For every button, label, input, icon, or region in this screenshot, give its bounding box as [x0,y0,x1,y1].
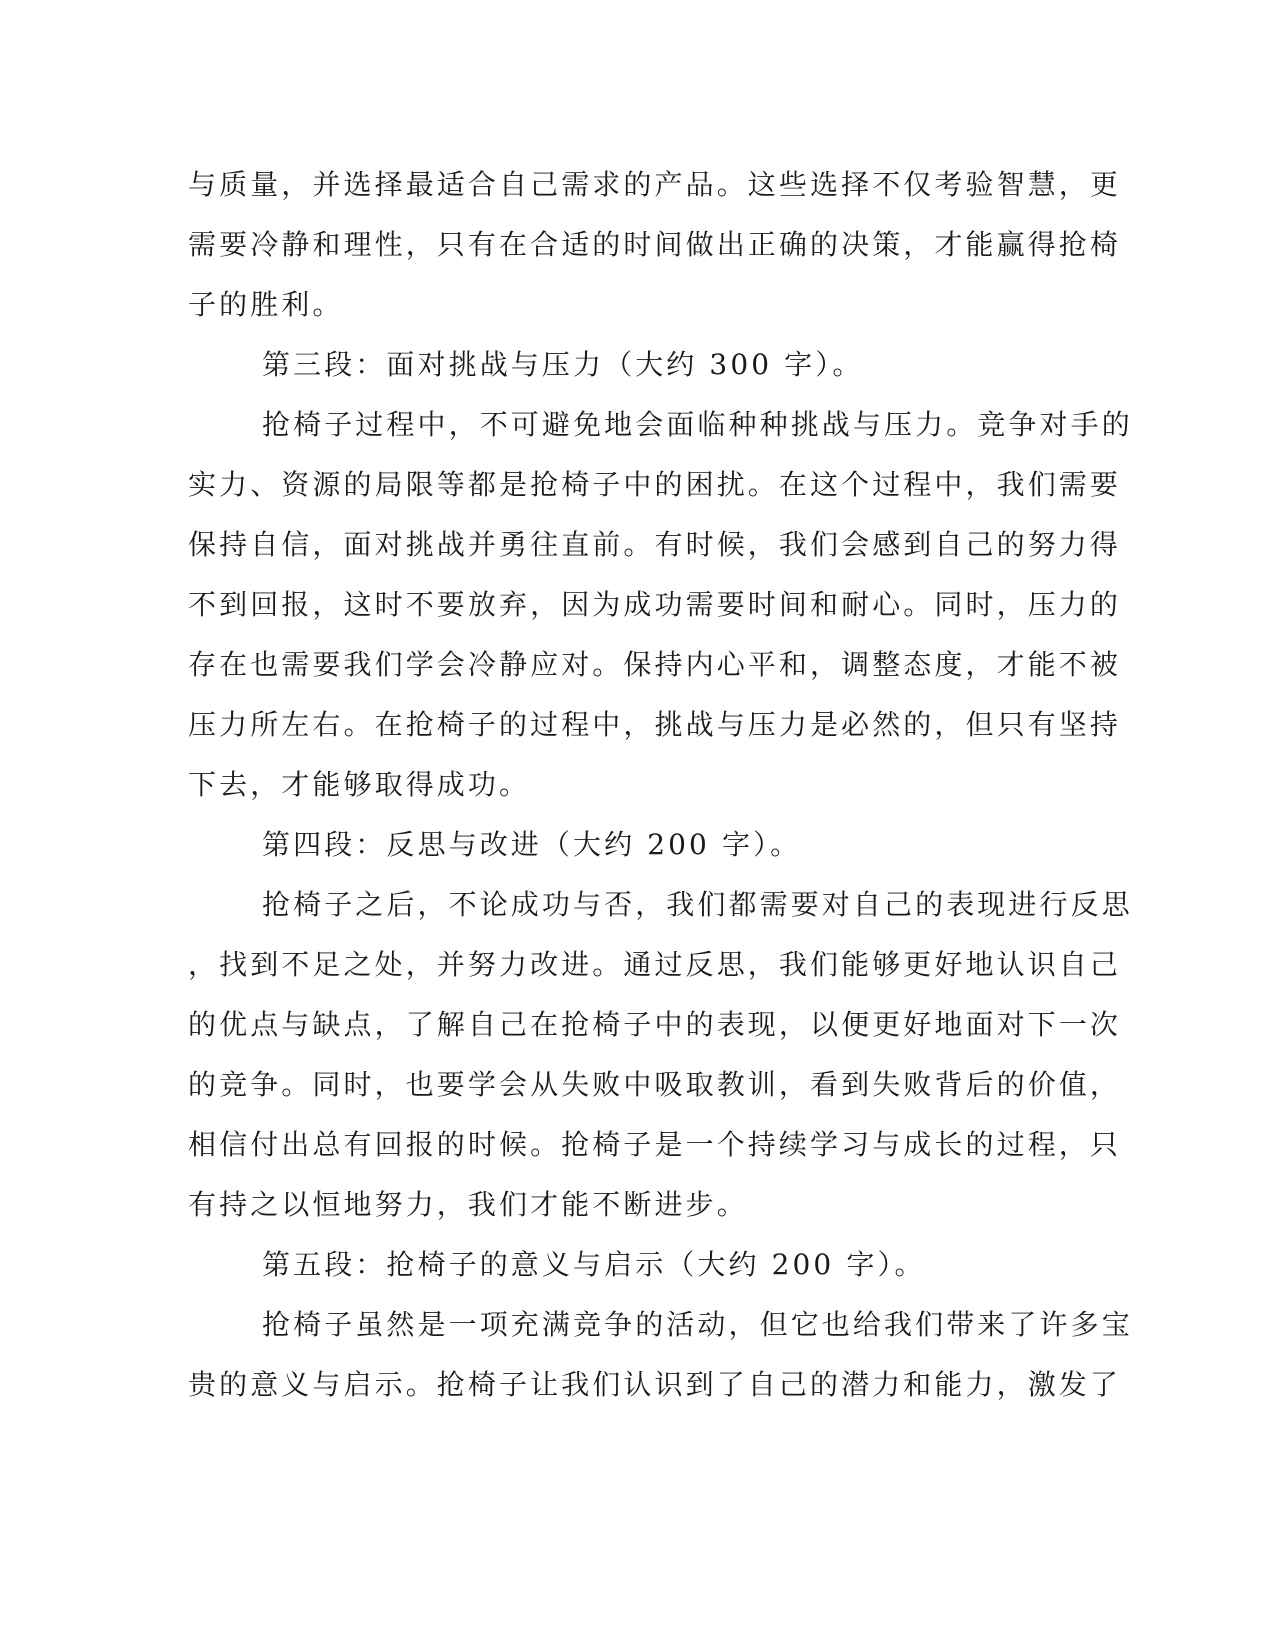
body-line: 实力、资源的局限等都是抢椅子中的困扰。在这个过程中，我们需要 [188,468,1122,501]
document-body [188,165,1133,1425]
paragraph-start-line: 抢椅子虽然是一项充满竞争的活动，但它也给我们带来了许多宝 [262,1308,1133,1341]
body-line: 保持自信，面对挑战并勇往直前。有时候，我们会感到自己的努力得 [188,528,1122,561]
paragraph-start-line: 抢椅子过程中，不可避免地会面临种种挑战与压力。竞争对手的 [262,408,1133,441]
body-line: 不到回报，这时不要放弃，因为成功需要时间和耐心。同时，压力的 [188,588,1122,621]
body-line: 的优点与缺点，了解自己在抢椅子中的表现，以便更好地面对下一次 [188,1008,1122,1041]
body-line: 需要冷静和理性，只有在合适的时间做出正确的决策，才能赢得抢椅 [188,228,1122,261]
body-line: 子的胜利。 [188,288,344,321]
body-line: ，找到不足之处，并努力改进。通过反思，我们能够更好地认识自己 [188,948,1122,981]
body-line: 下去，才能够取得成功。 [188,768,531,801]
body-line: 有持之以恒地努力，我们才能不断进步。 [188,1188,748,1221]
body-line: 压力所左右。在抢椅子的过程中，挑战与压力是必然的，但只有坚持 [188,708,1122,741]
body-line: 与质量，并选择最适合自己需求的产品。这些选择不仅考验智慧，更 [188,168,1122,201]
section-heading-3: 第三段：面对挑战与压力（大约 300 字）。 [262,348,864,381]
body-line: 存在也需要我们学会冷静应对。保持内心平和，调整态度，才能不被 [188,648,1122,681]
body-line: 的竞争。同时，也要学会从失败中吸取教训，看到失败背后的价值， [188,1068,1122,1101]
body-line: 相信付出总有回报的时候。抢椅子是一个持续学习与成长的过程，只 [188,1128,1122,1161]
paragraph-start-line: 抢椅子之后，不论成功与否，我们都需要对自己的表现进行反思 [262,888,1133,921]
body-line: 贵的意义与启示。抢椅子让我们认识到了自己的潜力和能力，激发了 [188,1368,1122,1401]
section-heading-4: 第四段：反思与改进（大约 200 字）。 [262,828,802,861]
section-heading-5: 第五段：抢椅子的意义与启示（大约 200 字）。 [262,1248,926,1281]
